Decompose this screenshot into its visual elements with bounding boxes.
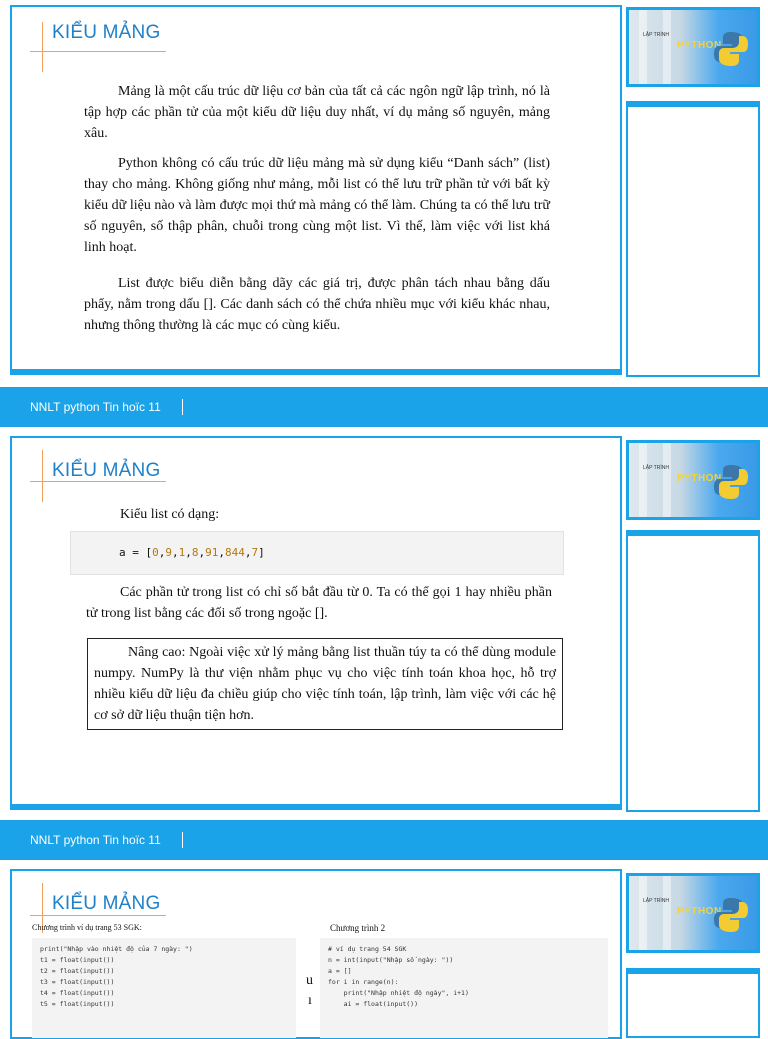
slide-1-panel	[10, 5, 622, 375]
python-logo: LẬP TRÌNH PYTHON	[626, 440, 760, 520]
panel-bottom-bar	[10, 369, 622, 375]
slide-1-paragraph-1: Mảng là một cấu trúc dữ liệu cơ bản của tất cả các ngôn ngữ lập trình, nó là tập hợp các phần tử của một kiểu dữ liệu duy nhất, ví dụ mảng số nguyên, mảng xâu.	[84, 84, 550, 141]
side-box-3	[626, 968, 760, 1038]
python-snake-icon	[711, 28, 751, 68]
title-crosshair-vertical	[42, 22, 43, 72]
list-code-example: a = [0,9,1,8,91,844,7]	[70, 531, 564, 575]
title-crosshair-horizontal	[30, 51, 166, 52]
side-box-1	[626, 101, 760, 377]
footer-1	[0, 387, 768, 427]
python-snake-icon	[711, 461, 751, 501]
slide-3-panel	[10, 869, 622, 1039]
slide-2-intro: Kiểu list có dạng:	[120, 507, 220, 522]
footer-text: NNLT python Tin hoïc 11	[30, 400, 161, 414]
logo-brand-text: PYTHON	[677, 40, 722, 51]
slide-1-title: KIỂU MẢNG	[52, 22, 161, 43]
left-program-caption: Chương trình ví dụ trang 53 SGK:	[32, 923, 142, 932]
python-logo	[626, 7, 760, 87]
footer-text: NNLT python Tin hoïc 11	[30, 833, 161, 847]
panel-bottom-bar	[10, 804, 622, 810]
slide-3-title: KIỂU MẢNG	[52, 893, 161, 914]
slide-2-panel	[10, 436, 622, 810]
text-fragment: ı	[308, 993, 312, 1008]
right-program-caption: Chương trình 2	[330, 923, 386, 933]
slide-2-title: KIỂU MẢNG	[52, 460, 161, 481]
text-fragment: u	[306, 973, 313, 988]
python-snake-icon	[711, 894, 751, 934]
slide-1-paragraph-2: Python không có cấu trúc dữ liệu mảng mà sử dụng kiểu “Danh sách” (list) thay cho mảng. Không giống như mảng, mỗi list có thể lưu trữ phần tử với bất kỳ kiểu dữ liệu nào và làm được mọi thứ mà mảng có thể làm. Chúng ta có thể lưu trữ số nguyên, số thập phân, chuỗi trong cùng một list. Vì thế, làm việc với list khá linh hoạt.	[84, 156, 550, 255]
footer-2	[0, 820, 768, 860]
title-crosshair-vertical	[42, 450, 43, 502]
left-program-code: print("Nhập vào nhiệt độ của 7 ngày: ") t1 = float(input()) t2 = float(input()) t3 = float(input()) t4 = float(input()) t5 = float(input())	[32, 938, 296, 1038]
logo-small-text: LẬP TRÌNH	[643, 32, 669, 38]
slide-1-paragraph-3: List được biểu diễn bằng dãy các giá trị, được phân tách nhau bằng dấu phẩy, nằm trong dấu []. Các danh sách có thể chứa nhiều mục với kiểu khác nhau, nhưng thông thường là các mục có cùng kiểu.	[84, 276, 550, 333]
title-crosshair-horizontal	[30, 915, 166, 916]
python-logo: LẬP TRÌNH PYTHON	[626, 873, 760, 953]
side-box-2	[626, 530, 760, 812]
slide-2-index-paragraph: Các phần tử trong list có chỉ số bắt đầu từ 0. Ta có thể gọi 1 hay nhiều phần tử trong list bằng các đối số trong ngoặc [].	[86, 585, 552, 621]
right-program-code: # ví dụ trang 54 SGK n = int(input("Nhập số ngày: ")) a = [] for i in range(n): print("Nhập nhiệt độ ngày", i+1) ai = float(input())	[320, 938, 608, 1038]
numpy-note-box: Nâng cao: Ngoài việc xử lý mảng bằng list thuần túy ta có thể dùng module numpy. NumPy là thư viện nhằm phục vụ cho việc tính toán khoa học, hỗ trợ nhiều kiểu dữ liệu đa chiều giúp cho việc tính toán, lập trình, làm việc với các hệ cơ sở dữ liệu thuận tiện hơn.	[87, 638, 563, 730]
